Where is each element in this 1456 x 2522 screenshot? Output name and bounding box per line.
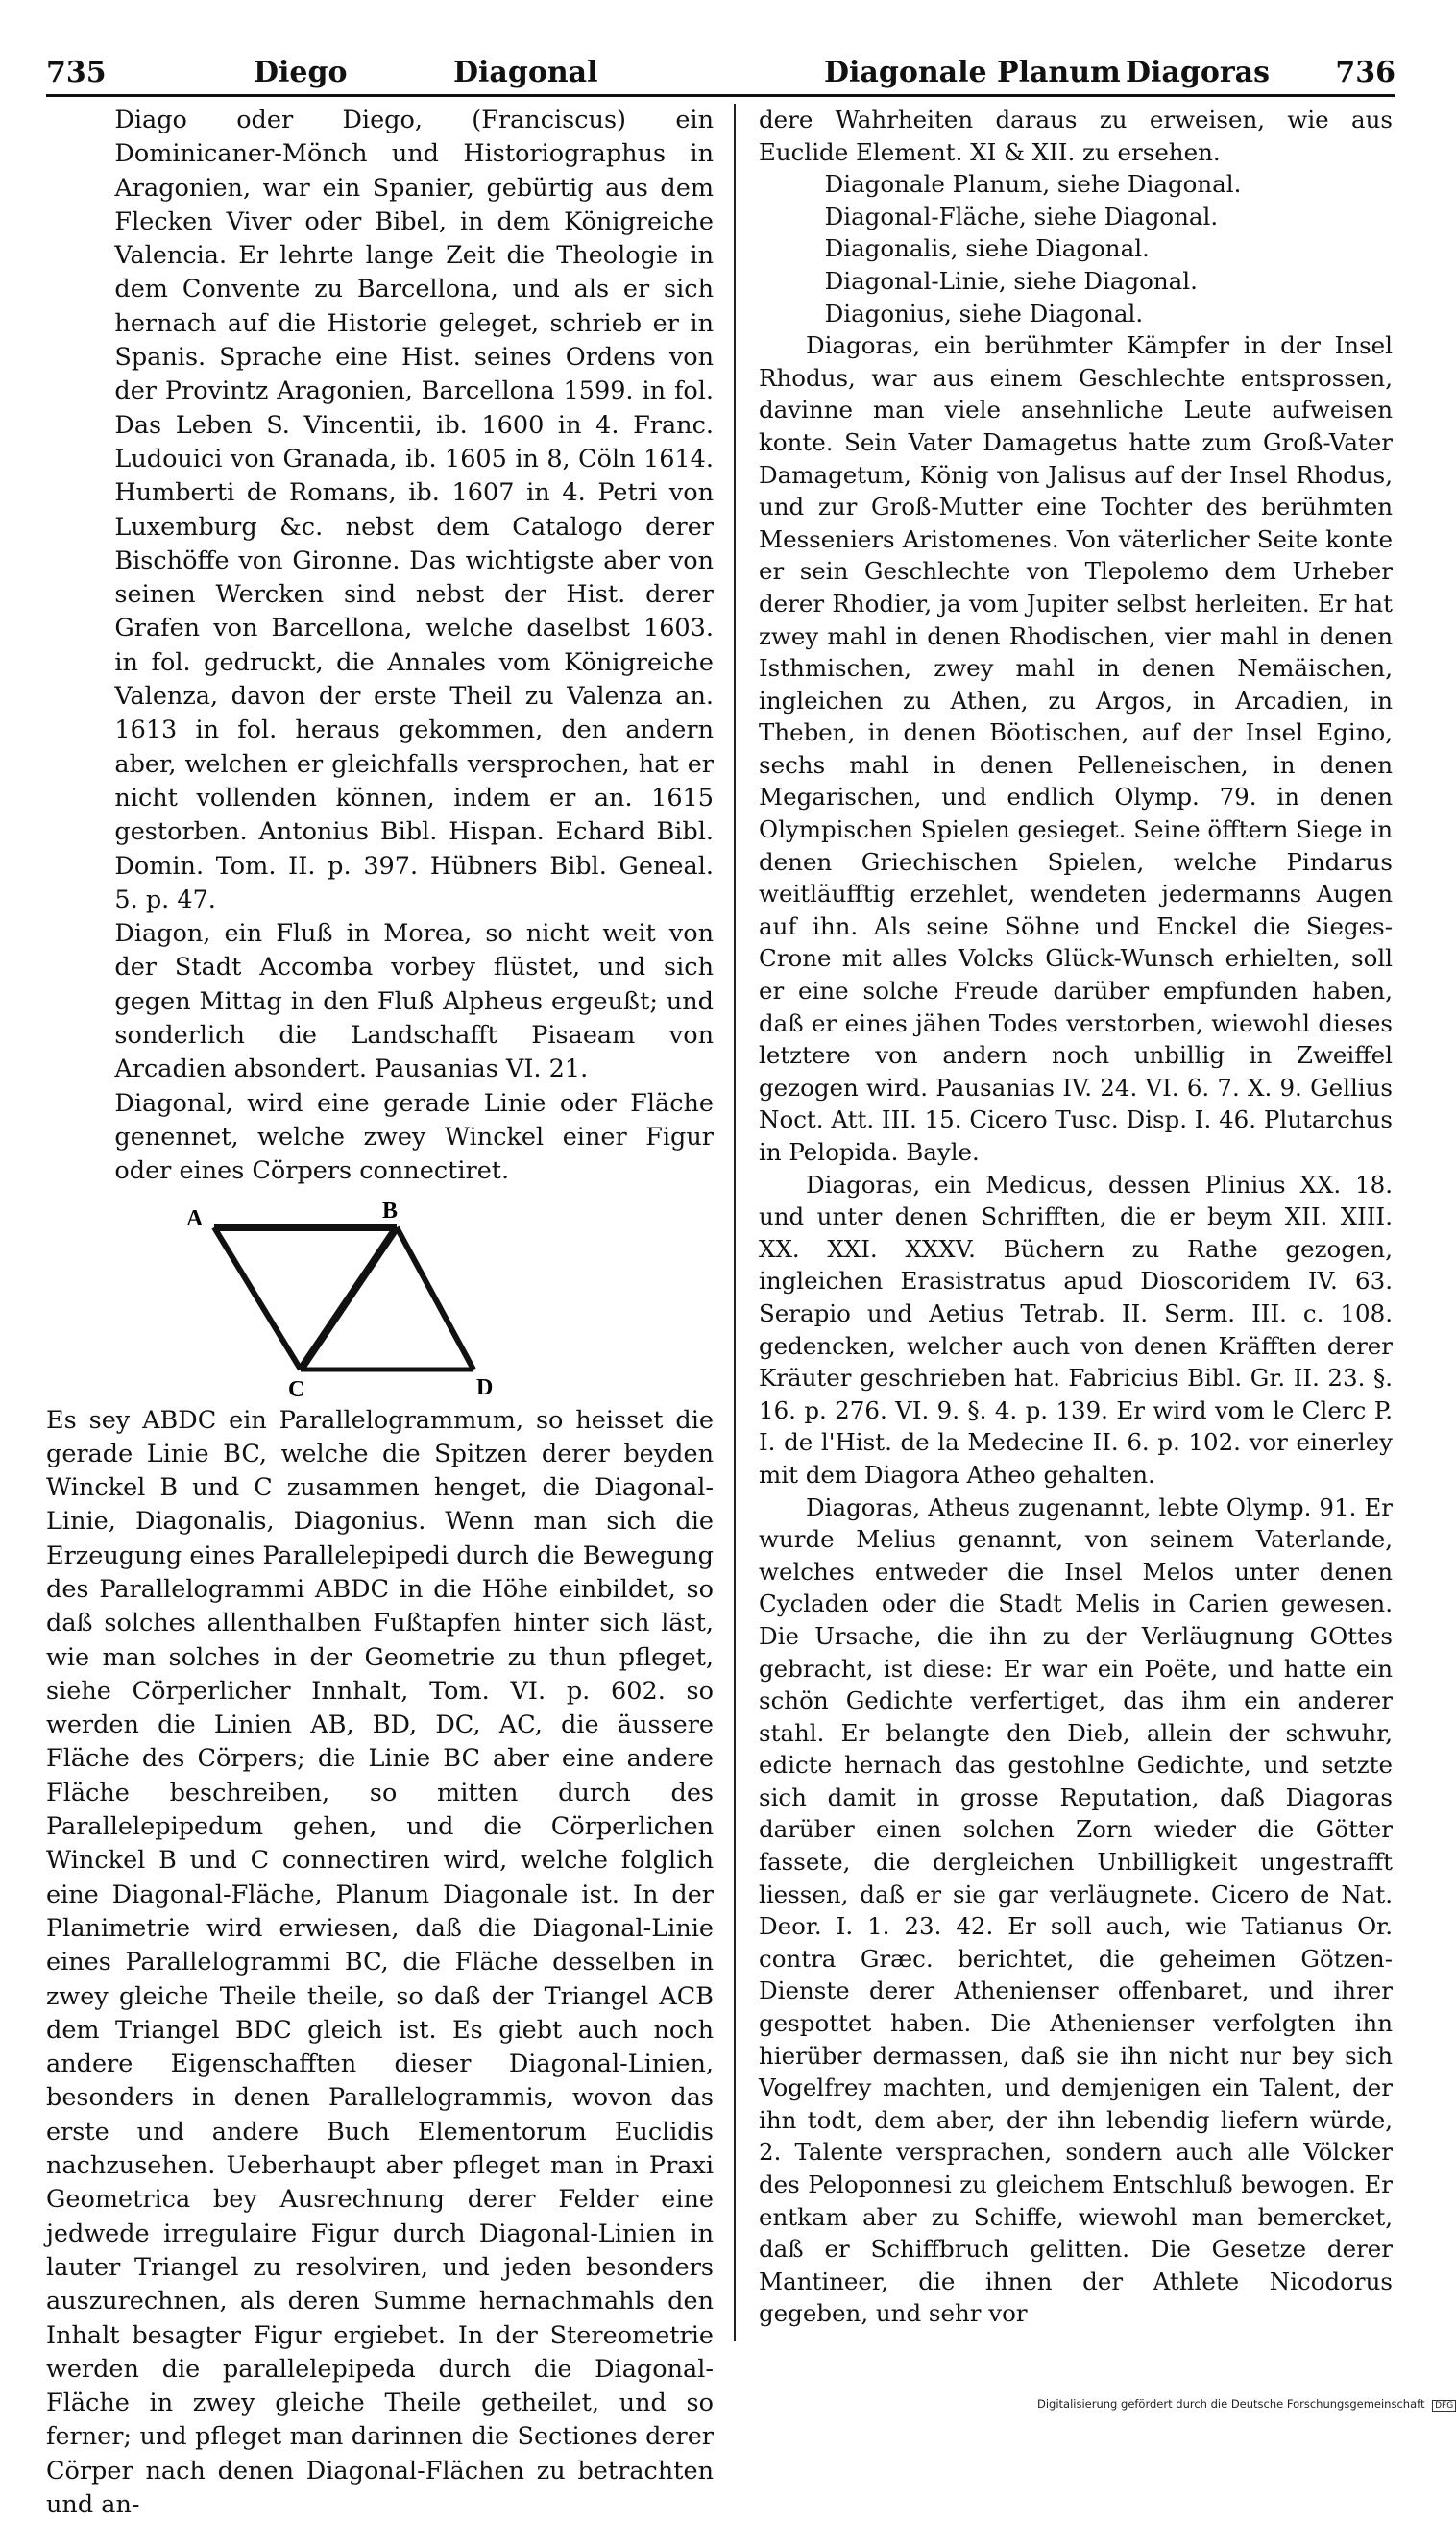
left-column — [46, 104, 714, 2341]
digitization-footer — [1037, 2397, 1456, 2412]
parallelogram-figure — [46, 1197, 714, 1398]
label-c: C — [288, 1377, 304, 1402]
entry-diago: Diago oder Diego, (Franciscus) ein Dominicaner-Mönch und Historiographus in Aragonien, war ein Spanier, gebürtig aus dem Flecken Viver oder Bibel, in dem Königreiche Valencia. Er lehrte lange Zeit die Theologie in dem Convente zu Barcellona, und als er sich hernach auf die Historie geleget, schrieb er in Spanis. Sprache eine Hist. seines Ordens von der Provintz Aragonien, Barcellona 1599. in fol. Das Leben S. Vincentii, ib. 1600 in 4. Franc. Ludouici von Granada, ib. 1605 in 8, Cöln 1614. Humberti de Romans, ib. 1607 in 4. Petri von Luxemburg &c. nebst dem Catalogo derer Bischöffe von Gironne. Das wichtigste aber von seinen Wercken sind nebst der Hist. derer Grafen von Barcellona, welche daselbst 1603. in fol. gedruckt, die Annales vom Königreiche Valenza, davon der erste Theil zu Valenza an. 1613 in fol. heraus gekommen, den andern aber, welchen er gleichfalls versprochen, hat er nicht vollenden können, indem er an. 1615 gestorben. Antonius Bibl. Hispan. Echard Bibl. Domin. Tom. II. p. 397. Hübners Bibl. Geneal. 5. p. 47. — [46, 104, 714, 917]
parallelogram-diagram — [46, 1197, 714, 1398]
page-number-left: 735 — [46, 56, 107, 89]
edge-ac — [214, 1227, 301, 1370]
entry-diagonal-linie: Diagonal-Linie, siehe Diagonal. — [759, 265, 1393, 298]
dfg-logo-icon: DFG — [1432, 2400, 1456, 2412]
entry-diagonius: Diagonius, siehe Diagonal. — [759, 298, 1393, 330]
edge-bd — [397, 1227, 473, 1370]
entry-diagonal-continued: Es sey ABDC ein Parallelogrammum, so heisset die gerade Linie BC, welche die Spitzen derer beyden Winckel B und C zusammen henget, die Diagonal-Linie, Diagonalis, Diagonius. Wenn man sich die Erzeugung eines Parallelepipedi durch die Bewegung des Parallelogrammi ABDC in die Höhe einbildet, so daß solches allenthalben Fußtapfen hinter sich läst, wie man solches in der Geometrie zu thun pfleget, siehe Cörperlicher Innhalt, Tom. VI. p. 602. so werden die Linien AB, BD, DC, AC, die äussere Fläche des Cörpers; die Linie BC aber eine andere Fläche beschreiben, so mitten durch des Parallelepipedum gehen, und die Cörperlichen Winckel B und C connectiren wird, welche folglich eine Diagonal-Fläche, Planum Diagonale ist. In der Planimetrie wird erwiesen, daß die Diagonal-Linie eines Parallelogrammi BC, die Fläche desselben in zwey gleiche Theile theile, so daß der Triangel ACB dem Triangel BDC gleich ist. Es giebt auch noch andere Eigenschafften dieser Diagonal-Linien, besonders in denen Parallelogrammis, wovon das erste und andere Buch Elementorum Euclidis nachzusehen. Ueberhaupt aber pfleget man in Praxi Geometrica bey Ausrechnung derer Felder eine jedwede irregulaire Figur durch Diagonal-Linien in lauter Triangel zu resolviren, und jeden besonders auszurechnen, als deren Summe hernachmahls den Inhalt besagter Figur ergiebet. In der Stereometrie werden die parallelepipeda durch die Diagonal-Fläche in zwey gleiche Theile getheilet, und so ferner; und pfleget man darinnen die Sectiones derer Cörper nach denen Diagonal-Flächen zu betrachten und an- — [46, 1404, 714, 2522]
entry-diagon: Diagon, ein Fluß in Morea, so nicht weit von der Stadt Accomba vorbey flüstet, und sich gegen Mittag in den Fluß Alpheus ergeußt; und sonderlich die Landschafft Pisaeam von Arcadien absondert. Pausanias VI. 21. — [46, 917, 714, 1086]
header-catchword-3: Diagonale Planum — [824, 56, 1121, 89]
entry-diagonal-continuation: dere Wahrheiten daraus zu erweisen, wie aus Euclide Element. XI & XII. zu ersehen. — [759, 104, 1393, 168]
running-header — [46, 48, 1395, 98]
column-divider — [734, 104, 736, 2341]
header-rule — [46, 94, 1395, 97]
entry-diagoras-athlete: Diagoras, ein berühmter Kämpfer in der Insel Rhodus, war aus einem Geschlechte entsprossen, davinne man viele ansehnliche Leute aufweisen konte. Sein Vater Damagetus hatte zum Groß-Vater Damagetum, König von Jalisus auf der Insel Rhodus, und zur Groß-Mutter eine Tochter des berühmten Messeniers Aristomenes. Von väterlicher Seite konte er sein Geschlechte von Tlepolemo dem Urheber derer Rhodier, ja vom Jupiter selbst herleiten. Er hat zwey mahl in denen Rhodischen, vier mahl in denen Isthmischen, zwey mahl in denen Nemäischen, ingleichen zu Athen, zu Argos, in Arcadien, in Theben, in denen Böotischen, auf der Insel Egino, sechs mahl in denen Pelleneischen, in denen Megarischen, und endlich Olymp. 79. in denen Olympischen Spielen gesieget. Seine öfftern Siege in denen Griechischen Spielen, welche Pindarus weitläufftig erzehlet, wendeten jedermanns Augen auf ihn. Als seine Söhne und Enckel die Sieges-Crone mit alles Volcks Glück-Wunsch erhielten, soll er eine solche Freude darüber empfunden haben, daß er eines jähen Todes verstorben, wiewohl dieses letztere von andern noch unbillig in Zweiffel gezogen wird. Pausanias IV. 24. VI. 6. 7. X. 9. Gellius Noct. Att. III. 15. Cicero Tusc. Disp. I. 46. Plutarchus in Pelopida. Bayle. — [759, 329, 1393, 1168]
entry-diagonale-planum: Diagonale Planum, siehe Diagonal. — [759, 168, 1393, 201]
entry-diagonal: Diagonal, wird eine gerade Linie oder Fläche genennet, welche zwey Winckel einer Figur oder eines Cörpers connectiret. — [46, 1087, 714, 1189]
diagonal-bc — [301, 1227, 397, 1370]
label-a: A — [186, 1206, 204, 1231]
page-number-right: 736 — [1335, 56, 1395, 89]
right-column — [759, 104, 1393, 2341]
entry-diagoras-atheus: Diagoras, Atheus zugenannt, lebte Olymp. 91. Er wurde Melius genannt, von seinem Vaterlande, welches entweder die Insel Melos unter denen Cycladen oder die Stadt Melis in Carien gewesen. Die Ursache, die ihn zu der Verläugnung GOttes gebracht, ist diese: Er war ein Poëte, und hatte ein schön Gedichte verfertiget, das ihm ein anderer stahl. Er belangte den Dieb, allein der schwuhr, edicte hernach das gestohlne Gedichte, und setzte sich damit in grosse Reputation, daß Diagoras darüber einen solchen Zorn wieder die Götter fassete, die dergleichen Unbilligkeit ungestrafft liessen, daß er sie gar verläugnete. Cicero de Nat. Deor. I. 1. 23. 42. Er soll auch, wie Tatianus Or. contra Græc. berichtet, die geheimen Götzen-Dienste derer Athenienser offenbaret, und ihrer gespottet haben. Die Athenienser verfolgten ihn hierüber dermassen, daß sie ihn nicht nur bey sich Vogelfrey machten, und demjenigen ein Talent, der ihn todt, dem aber, der ihn lebendig liefern würde, 2. Talente versprachen, sondern auch alle Völcker des Peloponnesi zu gleichem Entschluß bewogen. Er entkam aber zu Schiffe, wiewohl man bemercket, daß er Schiffbruch gelitten. Die Gesetze derer Mantineer, die ihnen der Athlete Nicodorus gegeben, und sehr vor — [759, 1491, 1393, 2330]
entry-diagonal-flaeche: Diagonal-Fläche, siehe Diagonal. — [759, 201, 1393, 233]
header-catchword-1: Diego — [254, 56, 348, 89]
label-d: D — [476, 1375, 493, 1400]
entry-diagonalis: Diagonalis, siehe Diagonal. — [759, 232, 1393, 265]
header-catchword-4: Diagoras — [1126, 56, 1270, 89]
footer-text: Digitalisierung gefördert durch die Deutsche Forschungsgemeinschaft — [1037, 2397, 1424, 2411]
header-catchword-2: Diagonal — [453, 56, 597, 89]
entry-diagoras-medicus: Diagoras, ein Medicus, dessen Plinius XX. 18. und unter denen Schrifften, die er beym XII. XIII. XX. XXI. XXXV. Büchern zu Rathe gezogen, ingleichen Erasistratus apud Dioscoridem IV. 63. Serapio und Aetius Tetrab. II. Serm. III. c. 108. gedencken, welcher auch von denen Kräfften derer Kräuter geschrieben hat. Fabricius Bibl. Gr. II. 23. §. 16. p. 276. VI. 9. §. 4. p. 139. Er wird vom le Clerc P. I. de l'Hist. de la Medecine II. 6. p. 102. vor einerley mit dem Diagora Atheo gehalten. — [759, 1169, 1393, 1491]
label-b: B — [382, 1199, 398, 1224]
